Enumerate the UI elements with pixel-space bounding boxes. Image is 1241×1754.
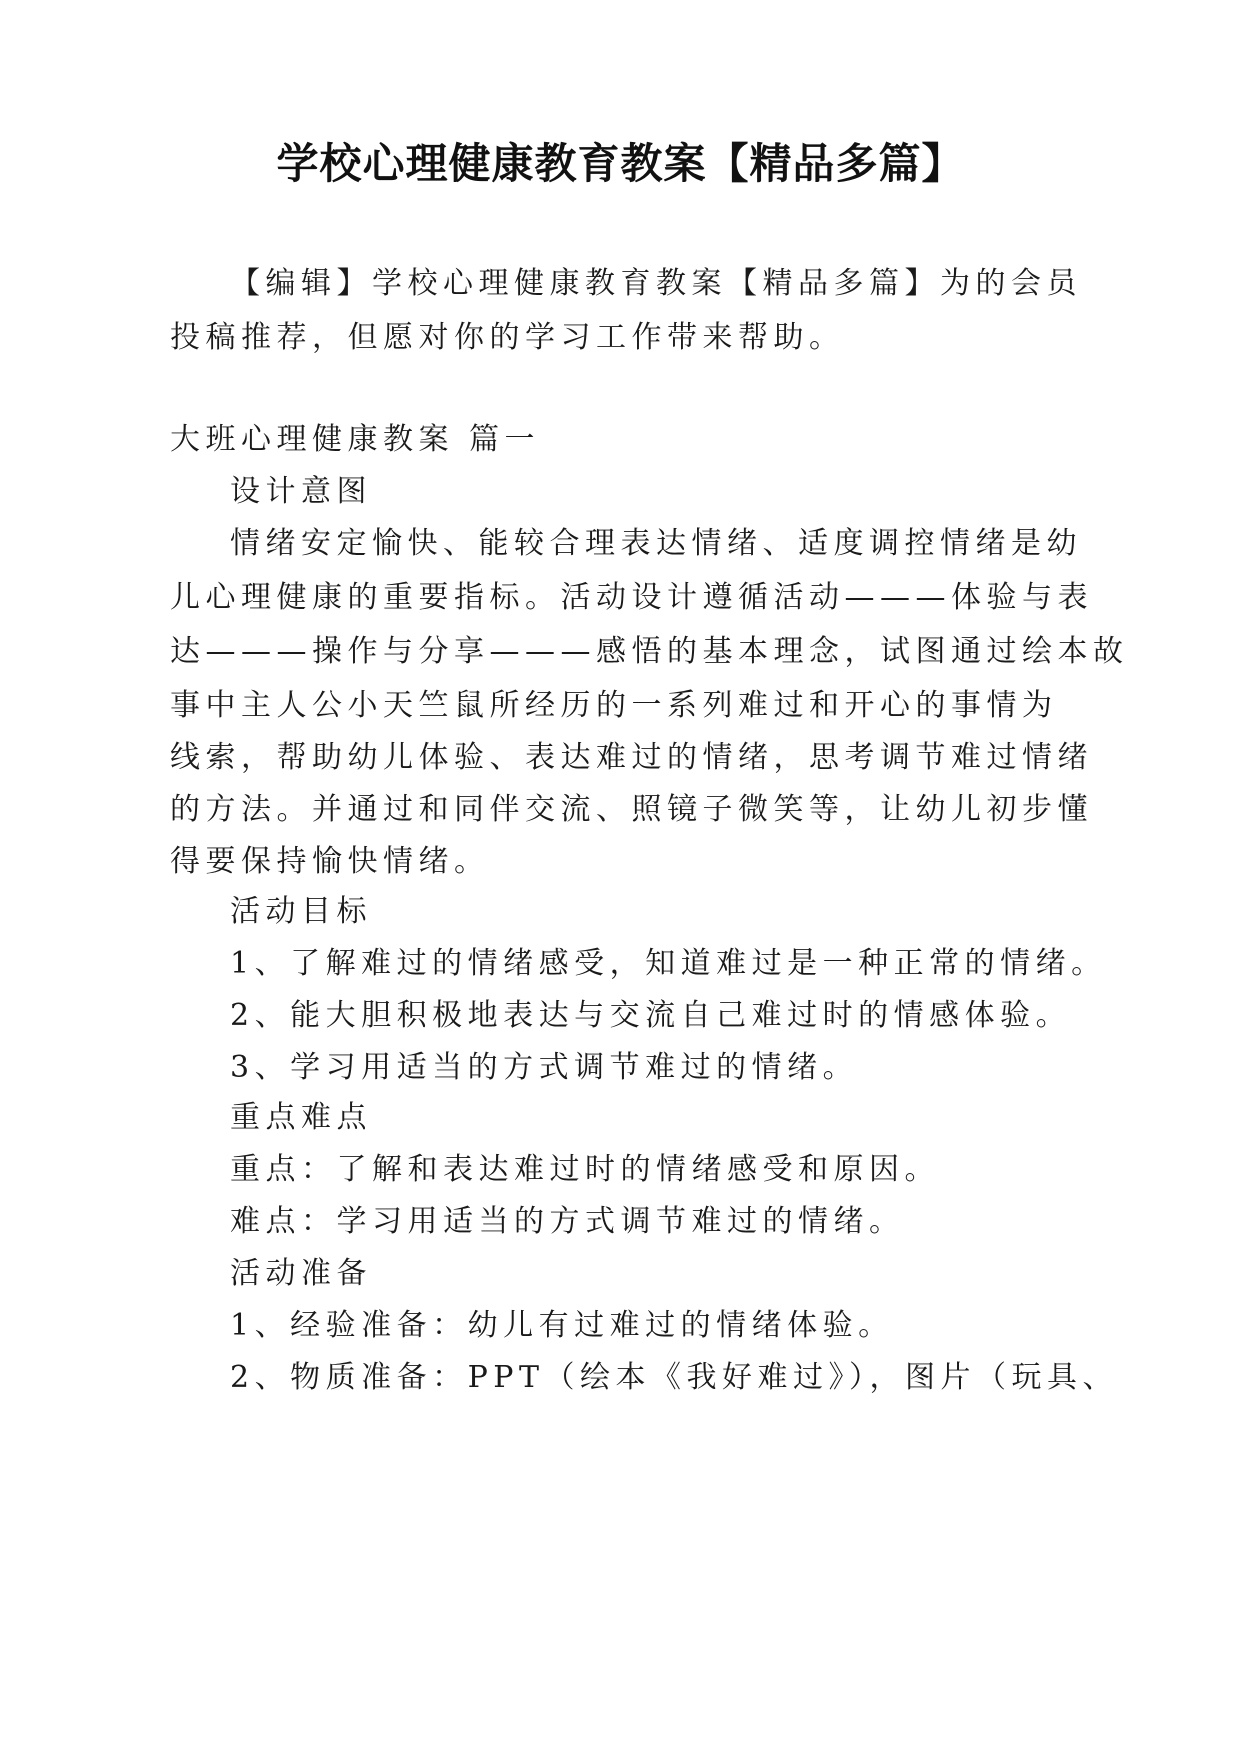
- intro-line-1: 【编辑】学校心理健康教育教案【精品多篇】为的会员: [230, 266, 1082, 301]
- intro-line-2: 投稿推荐，但愿对你的学习工作带来帮助。: [170, 320, 845, 355]
- key-heading: 重点难点: [230, 1100, 372, 1135]
- section-heading: 大班心理健康教案 篇一: [170, 422, 541, 457]
- prep-item-1: 1、经验准备：幼儿有过难过的情绪体验。: [230, 1308, 894, 1343]
- design-paragraph-line-2: 儿心理健康的重要指标。活动设计遵循活动———体验与表: [170, 580, 1093, 615]
- document-title: 学校心理健康教育教案【精品多篇】: [276, 139, 965, 188]
- goal-item-1: 1、了解难过的情绪感受，知道难过是一种正常的情绪。: [230, 946, 1107, 981]
- goal-item-2: 2、能大胆积极地表达与交流自己难过时的情感体验。: [230, 998, 1072, 1033]
- prep-heading: 活动准备: [230, 1256, 372, 1291]
- design-paragraph-line-3: 达———操作与分享———感悟的基本理念，试图通过绘本故: [170, 634, 1129, 669]
- design-paragraph-line-7: 得要保持愉快情绪。: [170, 844, 490, 879]
- design-paragraph-line-6: 的方法。并通过和同伴交流、照镜子微笑等，让幼儿初步懂: [170, 792, 1093, 827]
- design-paragraph-line-1: 情绪安定愉快、能较合理表达情绪、适度调控情绪是幼: [230, 526, 1082, 561]
- design-paragraph-line-5: 线索，帮助幼儿体验、表达难过的情绪，思考调节难过情绪: [170, 740, 1093, 775]
- goal-item-3: 3、学习用适当的方式调节难过的情绪。: [230, 1050, 859, 1085]
- design-paragraph-line-4: 事中主人公小天竺鼠所经历的一系列难过和开心的事情为: [170, 688, 1058, 723]
- goals-heading: 活动目标: [230, 894, 372, 929]
- design-heading: 设计意图: [230, 474, 372, 509]
- prep-item-2: 2、物质准备：PPT（绘本《我好难过》），图片（玩具、: [230, 1360, 1118, 1395]
- key-point-1: 重点：了解和表达难过时的情绪感受和原因。: [230, 1152, 940, 1187]
- key-point-2: 难点：学习用适当的方式调节难过的情绪。: [230, 1204, 905, 1239]
